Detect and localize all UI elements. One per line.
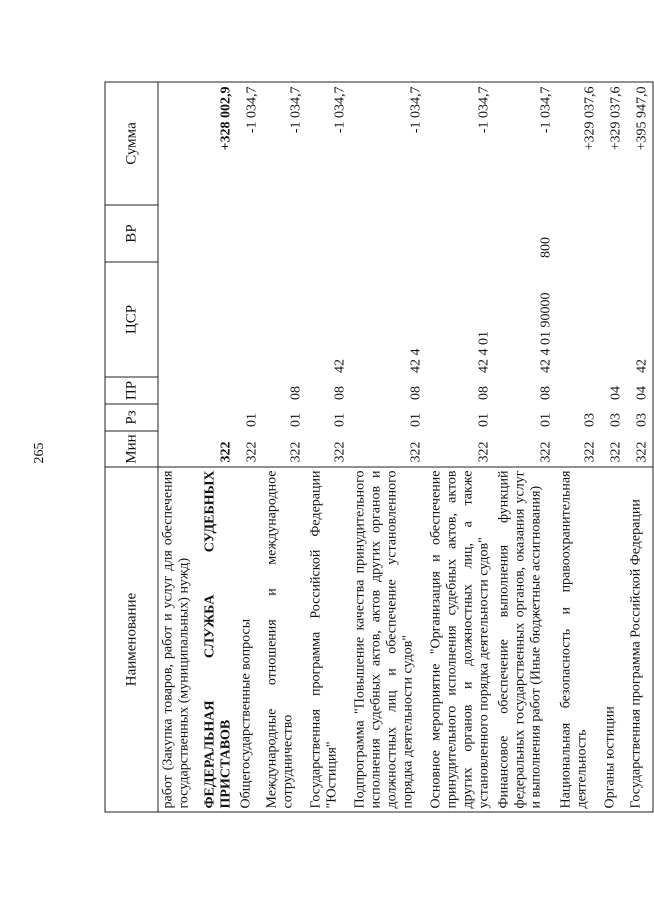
cell-rz: 03	[582, 413, 598, 427]
cell-name: Общегосударственные вопросы	[237, 467, 263, 812]
cell-sum: +329 037,6	[557, 82, 601, 205]
cell-csr: 42 4	[408, 348, 424, 373]
cell-min: 322	[288, 441, 304, 463]
cell-pr: 04	[608, 386, 624, 400]
table-row	[237, 82, 263, 812]
cell-name: Финансовое обеспечение выполнения функций федеральных государственных органов, оказания услуг и выполнения работ (Иные бюджетные ассигнования)	[495, 467, 557, 812]
cell-csr: 42 4 01	[476, 331, 492, 373]
cell-csr	[237, 262, 263, 377]
cell-pr	[201, 377, 237, 404]
cell-name: ФЕДЕРАЛЬНАЯ СЛУЖБА СУДЕБНЫХ ПРИСТАВОВ	[201, 467, 237, 812]
cell-min: 322	[244, 441, 260, 463]
cell-sum: -1 034,7	[263, 82, 307, 205]
cell-sum: +329 037,6	[601, 82, 627, 205]
cell-vr	[237, 205, 263, 262]
cell-rz: 01	[538, 413, 554, 427]
cell-vr: 800	[538, 237, 554, 258]
cell-sum: +395 947,0	[627, 82, 654, 205]
budget-table	[105, 82, 654, 813]
cell-pr: 08	[332, 386, 348, 400]
cell-rz: 01	[332, 413, 348, 427]
header-name: Наименование	[105, 467, 158, 812]
cell-name: Международные отношения и международное сотрудничество	[263, 467, 307, 812]
cell-pr	[557, 377, 601, 404]
cell-csr: 42 4 01 90000	[538, 292, 554, 373]
cell-name: Органы юстиции	[601, 467, 627, 812]
cell-name: Подпрограмма "Повышение качества принудительного исполнения судебных актов, актов других органов и должностных лиц и обеспечение установленного порядка деятельности судов"	[351, 467, 427, 812]
cell-pr: 04	[627, 377, 654, 404]
cell-csr	[601, 262, 627, 377]
cell-name: Государственная программа Российской Федерации	[627, 467, 654, 812]
cell-csr	[557, 262, 601, 377]
cell-min: 322	[332, 441, 348, 463]
table-row	[601, 82, 627, 812]
cell-sum: +328 002,9	[201, 82, 237, 205]
cell-sum: -1 034,7	[351, 82, 427, 205]
table-row	[351, 82, 427, 812]
cell-rz	[158, 404, 201, 431]
cell-csr: 42	[627, 262, 654, 377]
table-row	[627, 82, 654, 812]
cell-vr	[557, 205, 601, 262]
cell-pr: 08	[538, 386, 554, 400]
cell-vr	[201, 205, 237, 262]
cell-rz	[201, 404, 237, 431]
cell-rz: 01	[244, 413, 260, 427]
cell-vr	[427, 205, 495, 262]
cell-vr	[263, 205, 307, 262]
cell-sum: -1 034,7	[237, 82, 263, 205]
cell-min: 322	[538, 441, 554, 463]
cell-name: Национальная безопасность и правоохранительная деятельность	[557, 467, 601, 812]
cell-rz: 01	[476, 413, 492, 427]
table-row	[158, 82, 201, 812]
cell-pr: 08	[408, 386, 424, 400]
cell-sum: -1 034,7	[495, 82, 557, 205]
cell-vr	[601, 205, 627, 262]
cell-min: 322	[218, 441, 234, 463]
header-pr: ПР	[105, 377, 158, 404]
cell-csr: 42	[332, 359, 348, 373]
cell-csr	[158, 262, 201, 377]
header-csr: ЦСР	[105, 262, 158, 377]
header-row	[105, 82, 158, 812]
budget-table-rotated	[105, 83, 650, 813]
cell-csr	[201, 262, 237, 377]
cell-vr	[627, 205, 654, 262]
cell-min: 322	[408, 441, 424, 463]
cell-sum: -1 034,7	[307, 82, 351, 205]
cell-min	[158, 431, 201, 467]
cell-rz: 01	[288, 413, 304, 427]
cell-vr	[307, 205, 351, 262]
cell-min: 322	[608, 441, 624, 463]
cell-vr	[158, 205, 201, 262]
table-row	[427, 82, 495, 812]
header-sum: Сумма	[105, 82, 158, 205]
cell-rz: 03	[627, 404, 654, 431]
table-row	[201, 82, 237, 812]
cell-sum: -1 034,7	[427, 82, 495, 205]
cell-name: Государственная программа Российской Федерации "Юстиция"	[307, 467, 351, 812]
header-min: Мин	[105, 431, 158, 467]
cell-csr	[263, 262, 307, 377]
table-row	[495, 82, 557, 812]
cell-min: 322	[627, 431, 654, 467]
cell-vr	[351, 205, 427, 262]
cell-name: работ (Закупка товаров, работ и услуг для обеспечения государственных (муниципальных) нужд)	[158, 467, 201, 812]
header-vr: ВР	[105, 205, 158, 262]
table-row	[307, 82, 351, 812]
cell-pr: 08	[288, 386, 304, 400]
cell-rz: 01	[408, 413, 424, 427]
cell-min: 322	[582, 441, 598, 463]
cell-min: 322	[476, 441, 492, 463]
cell-pr	[237, 377, 263, 404]
cell-pr: 08	[476, 386, 492, 400]
cell-rz: 03	[608, 413, 624, 427]
cell-name: Основное мероприятие "Организация и обеспечение принудительного исполнения судебных актов, актов других органов и должностных лиц, а также установленного порядка деятельности судов"	[427, 467, 495, 812]
cell-pr	[158, 377, 201, 404]
table-row	[263, 82, 307, 812]
page-number: 265	[32, 442, 47, 464]
header-rz: Рз	[105, 404, 158, 431]
cell-sum	[158, 82, 201, 205]
table-row	[557, 82, 601, 812]
